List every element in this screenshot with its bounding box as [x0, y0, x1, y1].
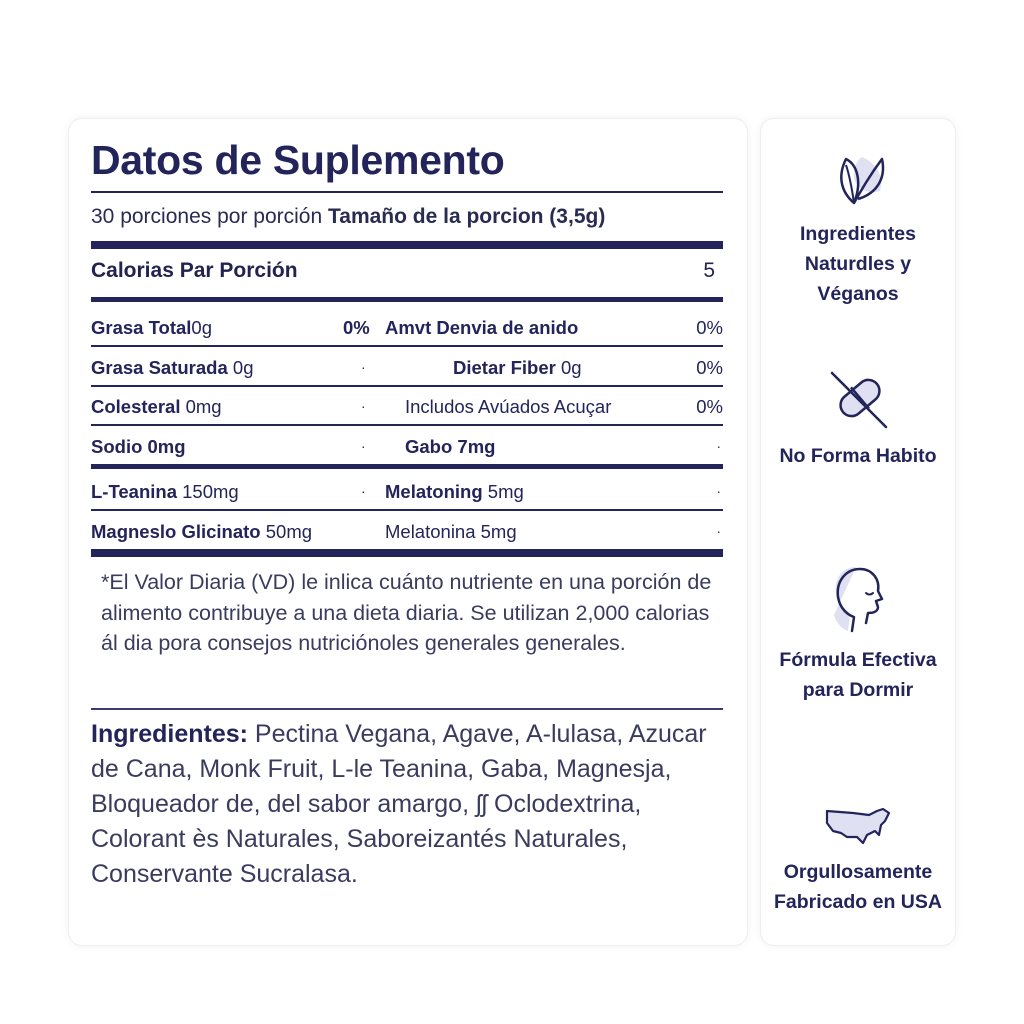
nutrient-name: Amvt Denvia de anido: [385, 317, 579, 338]
nutrient-amount: 0mg: [185, 396, 222, 417]
nutrient-amount: 0g: [191, 317, 212, 338]
ingredients-label: Ingredientes:: [91, 720, 248, 748]
title-divider: [91, 191, 723, 193]
nutrient-amount: 0g: [560, 357, 582, 378]
nutrient-row: [91, 348, 723, 386]
sleeping-face-icon: [828, 563, 888, 635]
serving-size: Tamaño de la porcion (3,5g): [328, 205, 606, 228]
nutrient-name: Includos Avúados Acuçar: [405, 396, 612, 417]
calories-label: Calorias Par Porción: [91, 259, 298, 282]
feature-natural-vegan: [761, 145, 955, 309]
nutrient-dv: ·: [716, 523, 721, 539]
row-divider: [91, 509, 723, 511]
daily-value-footnote: *El Valor Diaria (VD) le inlica cuánto nutriente en una porción de alimento contribuye a una dieta diaria. Se utilizan 2,000 calorias ál dia pora consejos nutriciónoles generales generales.: [101, 570, 712, 655]
calories-divider: [91, 297, 723, 302]
nutrient-name: Melatonina 5mg: [385, 521, 517, 542]
nutrient-row: [91, 472, 723, 510]
nutrient-amount: 0g: [232, 357, 254, 378]
nutrient-name: L-Teanina: [91, 481, 177, 502]
nutrient-dv: 0%: [696, 317, 723, 338]
nutrient-dv: 0%: [343, 317, 370, 338]
section-divider: [91, 464, 723, 469]
row-divider: [91, 345, 723, 347]
feature-made-in-usa: [761, 805, 955, 917]
no-pill-icon: [826, 369, 890, 431]
panel-title: Datos de Suplemento: [91, 137, 505, 183]
feature-sleep-formula: [761, 563, 955, 705]
nutrient-dv: ·: [361, 483, 366, 499]
nutrient-dv: ·: [361, 398, 366, 414]
nutrient-name: Magneslo Glicinato: [91, 521, 261, 542]
servings-per-container: 30 porciones por porción: [91, 205, 323, 228]
row-divider: [91, 424, 723, 426]
serving-divider: [91, 241, 723, 249]
ingredients-text: Pectina Vegana, Agave, A-lulasa, Azucar de Cana, Monk Fruit, L-le Teanina, Gaba, Magnesja, Bloqueador de, del sabor amargo, ʃʃ Oclodextrina, Colorant ès Naturales, Saboreizantés Naturales, Conservante Sucralasa.: [91, 720, 707, 888]
serving-info: [91, 205, 723, 229]
feature-label: No Forma Habito: [779, 445, 937, 467]
calories-value: 5: [703, 259, 715, 282]
nutrient-amount: 50mg: [265, 521, 313, 542]
nutrient-dv: ·: [361, 438, 366, 454]
nutrient-row: [91, 387, 723, 425]
supplement-facts-panel: [68, 118, 748, 946]
footnote-divider: [91, 708, 723, 710]
nutrients-end-divider: [91, 549, 723, 557]
nutrient-dv: ·: [716, 438, 721, 454]
nutrient-dv: 0%: [696, 357, 723, 378]
nutrient-row: [91, 512, 723, 550]
ingredients-list: [91, 717, 723, 892]
nutrient-dv: ·: [716, 483, 721, 499]
nutrient-row: [91, 427, 723, 465]
nutrient-name: Melatoning: [385, 481, 483, 502]
nutrient-dv: ·: [361, 359, 366, 375]
leaf-icon: [828, 145, 888, 209]
feature-label: Fórmula Efectiva para Dormir: [779, 649, 937, 701]
nutrient-name: Gabo 7mg: [405, 436, 496, 457]
nutrient-name: Grasa Total: [91, 317, 192, 338]
nutrient-row: [91, 308, 723, 346]
nutrient-name: Dietar Fiber: [453, 357, 556, 378]
features-sidebar: [760, 118, 956, 946]
feature-non-habit-forming: [761, 369, 955, 471]
nutrient-name: Grasa Saturada: [91, 357, 228, 378]
usa-map-icon: [823, 805, 893, 847]
nutrient-dv: 0%: [696, 396, 723, 417]
calories-row: [91, 259, 723, 283]
nutrient-amount: 5mg: [487, 481, 524, 502]
nutrient-name: Sodio 0mg: [91, 436, 186, 457]
nutrient-amount: 150mg: [182, 481, 239, 502]
nutrient-name: Colesteral: [91, 396, 181, 417]
feature-label: Orgullosamente Fabricado en USA: [774, 861, 942, 913]
feature-label: Ingredientes Naturdles y Véganos: [800, 223, 916, 305]
